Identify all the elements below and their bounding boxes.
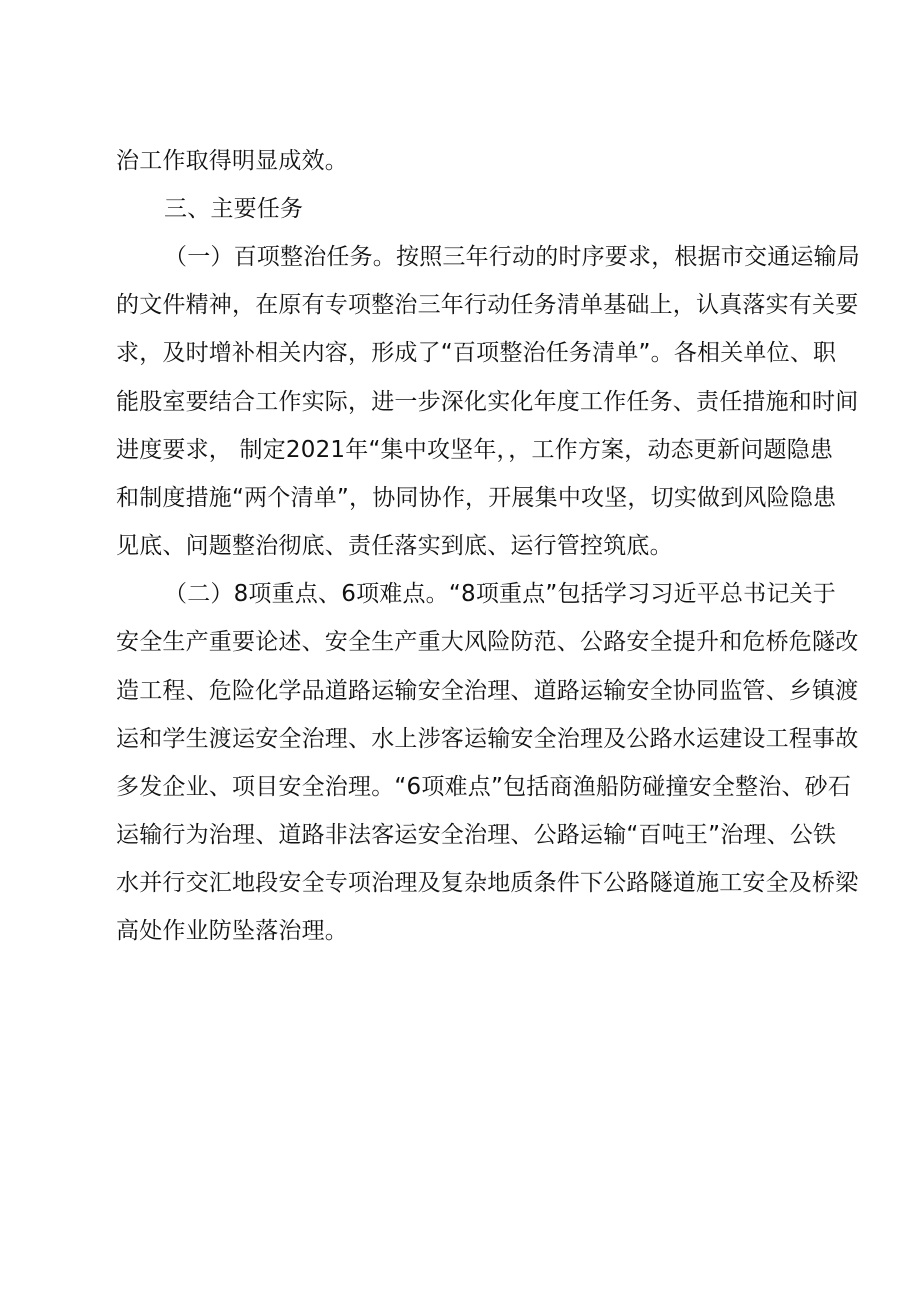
paragraph-line: 多发企业、项目安全治理。“6项难点”包括商渔船防碰撞安全整治、砂石 — [116, 774, 852, 800]
paragraph-line: 水并行交汇地段安全专项治理及复杂地质条件下公路隧道施工安全及桥梁 — [116, 870, 859, 896]
paragraph-line: 运输行为治理、道路非法客运安全治理、公路运输“百吨王”治理、公铁 — [116, 822, 837, 848]
paragraph-line: 能股室要结合工作实际，进一步深化实化年度工作任务、责任措施和时间 — [116, 389, 859, 415]
paragraph-line: 运和学生渡运安全治理、水上涉客运输安全治理及公路水运建设工程事故 — [116, 726, 859, 752]
paragraph-line: 的文件精神，在原有专项整治三年行动任务清单基础上，认真落实有关要 — [116, 292, 859, 318]
paragraph-line: 安全生产重要论述、安全生产重大风险防范、公路安全提升和危桥危隧改 — [116, 629, 859, 655]
paragraph-line: 求，及时增补相关内容，形成了“百项整治任务清单”。各相关单位、职 — [116, 340, 837, 366]
paragraph-line: 进度要求， 制定2021年“集中攻坚年，，工作方案，动态更新问题隐患 — [116, 437, 834, 463]
paragraph-line: 高处作业防坠落治理。 — [116, 918, 348, 944]
paragraph-line: 和制度措施“两个清单”，协同协作，开展集中攻坚，切实做到风险隐患 — [116, 485, 837, 511]
paragraph-line: （二）8项重点、6项难点。“8项重点”包括学习习近平总书记关于 — [164, 581, 836, 607]
paragraph-line: 见底、问题整治彻底、责任落实到底、运行管控筑底。 — [116, 533, 673, 559]
paragraph-line: （一）百项整治任务。按照三年行动的时序要求，根据市交通运输局 — [164, 244, 860, 270]
section-heading: 三、主要任务 — [164, 196, 304, 222]
paragraph-line: 造工程、危险化学品道路运输安全治理、道路运输安全协同监管、乡镇渡 — [116, 678, 859, 704]
paragraph-line: 治工作取得明显成效。 — [116, 148, 348, 174]
